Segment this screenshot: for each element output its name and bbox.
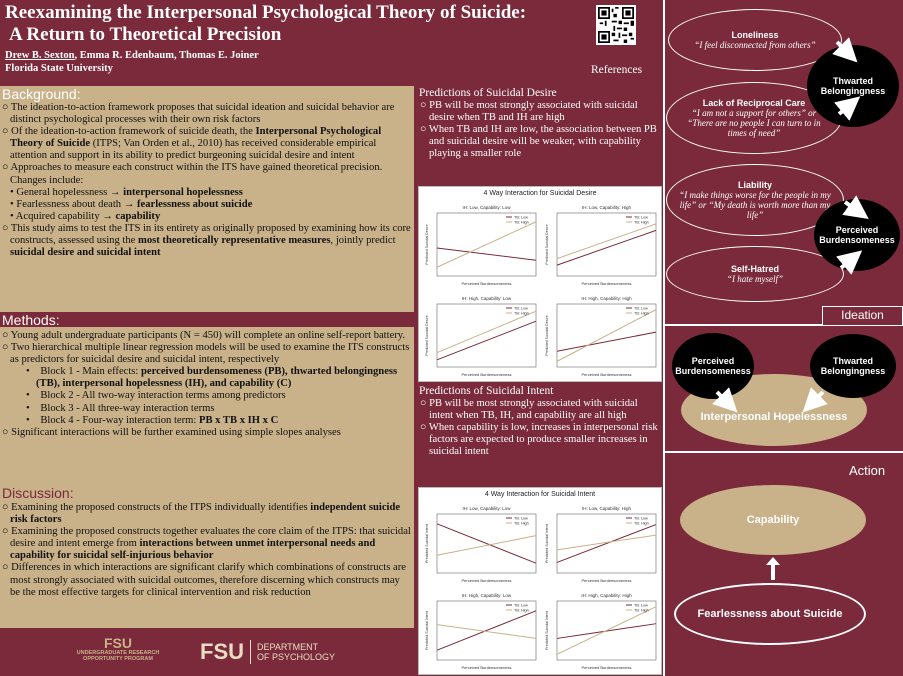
series-line-tb-high: [557, 607, 656, 655]
legend-entry: TB: Low: [514, 516, 528, 521]
panel-ylabel: Predicted Suicidal Intent: [425, 524, 429, 563]
title-line-2: A Return to Theoretical Precision: [9, 24, 282, 45]
background-point-2: ○ Of the ideation-to-action framework of suicide death, the Interpersonal Psychological Theory of Suicide (ITPS; Van Orden et al., 2010) has received considerable empirical attention and support in its ability to predict burgeoning suicidal desire and intent: [2, 126, 382, 162]
pred-desire-point-1: ○ PB will be most strongly associated with suicidal desire when TB and IH are high: [420, 100, 638, 123]
legend-entry: TB: High: [634, 220, 649, 225]
panel-title: IH: Low, Capability: Low: [462, 205, 511, 210]
action-label: Action: [849, 463, 886, 478]
arrow-reciprocal: [839, 104, 851, 114]
methods-point-1: ○ Young adult undergraduate participants (N = 450) will complete an online self-report battery.: [2, 330, 406, 341]
change-2: • Fearlessness about death → fearlessness about suicide: [10, 198, 253, 210]
legend-entry: TB: High: [514, 521, 529, 526]
legend-entry: TB: Low: [634, 306, 648, 311]
thwarted-belongingness-circle: Thwarted Belongingness: [807, 45, 899, 127]
ideation-label: Ideation: [822, 306, 903, 326]
methods-band: [0, 312, 414, 327]
arrow-liability: [845, 202, 859, 212]
panel-ylabel: Predicted Suicidal Desire: [425, 224, 429, 265]
background-heading: Background:: [2, 86, 81, 102]
legend-entry: TB: Low: [514, 306, 528, 311]
change-3: • Acquired capability → capability: [10, 210, 161, 222]
diagram-arrows-top: [663, 0, 903, 320]
self-hatred-quote: “I hate myself”: [727, 274, 783, 284]
legend-entry: TB: High: [514, 311, 529, 316]
chart-intent-title: 4 Way Interaction for Suicidal Intent: [484, 491, 596, 498]
capability-oval: Capability: [680, 485, 866, 555]
ideation-divider: [663, 324, 823, 326]
fearlessness-oval: Fearlessness about Suicide: [674, 583, 866, 645]
panel-xlabel: Perceived Burdensomeness: [461, 578, 512, 583]
interpersonal-hopelessness-oval: Interpersonal Hopelessness: [681, 374, 867, 446]
series-line-tb-low: [557, 525, 656, 563]
dept-psychology-logo: [200, 640, 340, 664]
methods-heading: Methods:: [2, 312, 60, 328]
background-point-3: ○ Approaches to measure each construct within the ITS have gained theoretical precision. Changes include:: [2, 162, 383, 186]
legend-entry: TB: High: [634, 608, 649, 613]
arrow-loneliness: [837, 42, 849, 54]
panel-title: IH: Low, Capability: High: [581, 205, 632, 210]
block-3: • Block 3 - All three-way interaction terms: [26, 402, 215, 414]
chart-desire-title: 4 Way Interaction for Suicidal Desire: [483, 190, 597, 197]
legend-entry: TB: Low: [634, 603, 648, 608]
loneliness-quote: “I feel disconnected from others”: [694, 40, 816, 50]
panel-ylabel: Predicted Suicidal Intent: [545, 611, 549, 650]
background-body: [0, 102, 412, 259]
legend-entry: TB: High: [514, 608, 529, 613]
poster-title: [5, 2, 595, 46]
series-line-tb-high: [437, 536, 536, 556]
arrow-pb-to-ih: [717, 392, 729, 404]
arrow-head: [766, 557, 780, 565]
other-authors: , Emma R. Edenbaum, Thomas E. Joiner: [74, 50, 259, 61]
methods-body: [0, 330, 412, 439]
urop-logo: [68, 636, 168, 662]
panel-ylabel: Predicted Suicidal Desire: [545, 315, 549, 356]
discussion-body: [0, 502, 412, 599]
arrow-tb-to-ih: [811, 392, 823, 404]
panel-ylabel: Predicted Suicidal Desire: [425, 315, 429, 356]
reciprocal-quote: “I am not a support for others” or “There are no people I can turn to in times of need”: [687, 108, 821, 138]
urop-fsu-mark: FSU: [104, 635, 132, 651]
arrow-self-hatred: [841, 258, 853, 268]
panel-xlabel: Perceived Burdensomeness: [581, 665, 632, 670]
diagram-arrows-mid: [663, 380, 903, 420]
predictions-intent: [417, 384, 663, 484]
block-1: • Block 1 - Main effects: perceived burdensomeness (PB), thwarted belongingness (TB), interpersonal hopelessness (IH), and capability (C): [26, 366, 398, 390]
panel-xlabel: Perceived Burdensomeness: [581, 372, 632, 377]
pred-desire-point-2: ○ When TB and IH are low, the association between PB and suicidal desire will be weaker, with capability playing a smaller role: [420, 124, 657, 159]
change-1: • General hopelessness → interpersonal hopelessness: [10, 186, 243, 198]
urop-line-1: UNDERGRADUATE RESEARCH: [76, 650, 160, 656]
thwarted-belongingness-circle-2: Thwarted Belongingness: [810, 334, 896, 398]
series-line-tb-high: [437, 222, 536, 268]
background-point-4: ○ This study aims to test the ITS in its entirety as originally proposed by examining how its core constructs, assessed using the most theoretically representative measures, jointly predict suicidal desire and suicidal intent: [2, 222, 411, 259]
urop-line-2: OPPORTUNITY PROGRAM: [83, 656, 153, 662]
panel-title: IH: High, Capability: Low: [461, 296, 512, 301]
panel-xlabel: Perceived Burdensomeness: [581, 578, 632, 583]
reciprocal-heading: Lack of Reciprocal Care: [702, 98, 806, 108]
discussion-point-3: ○ Differences in which interactions are significant clarify which combinations of constructs are most strongly associated with suicidal outcomes, therefore discerning which constructs may be the most effective targets for clinical intervention and risk reduction: [2, 562, 406, 598]
chart-intent: [418, 487, 662, 675]
predictions-desire: [417, 86, 663, 184]
series-line-tb-low: [437, 248, 536, 260]
legend-entry: TB: Low: [634, 215, 648, 220]
legend-entry: TB: Low: [634, 516, 648, 521]
pred-intent-point-2: ○ When capability is low, increases in interpersonal risk factors are expected to produce smaller increases in suicidal intent: [420, 422, 658, 457]
liability-quote: “I make things worse for the people in my life” or “My death is worth more than my life”: [679, 190, 831, 220]
background-point-1: ○ The ideation-to-action framework proposes that suicidal ideation and suicidal behavior are distinct psychological processes with their own risk factors: [2, 102, 395, 126]
panel-title: IH: High, Capability: Low: [461, 593, 512, 598]
panel-title: IH: High, Capability: High: [581, 296, 632, 301]
discussion-point-2: ○ Examining the proposed constructs together evaluates the core claim of the ITPS: that suicidal desire and intent emerge from interactions between unmet interpersonal needs and capability for suicidal self-injurious behavior: [2, 526, 411, 562]
fsu-mark: FSU: [200, 639, 244, 664]
methods-point-3: ○ Significant interactions will be further examined using simple slopes analyses: [2, 426, 341, 438]
series-line-tb-high: [437, 625, 536, 639]
logo-divider: [250, 640, 251, 664]
panel-ylabel: Predicted Suicidal Intent: [425, 611, 429, 650]
qr-code-icon[interactable]: [596, 5, 636, 45]
panel-title: IH: Low, Capability: Low: [462, 506, 511, 511]
panel-xlabel: Perceived Burdensomeness: [461, 665, 512, 670]
discussion-heading: Discussion:: [2, 485, 74, 501]
title-line-1: Reexamining the Interpersonal Psychological Theory of Suicide:: [5, 2, 527, 23]
panel-xlabel: Perceived Burdensomeness: [461, 372, 512, 377]
authors: [5, 49, 259, 62]
panel-xlabel: Perceived Burdensomeness: [461, 281, 512, 286]
series-line-tb-high: [437, 311, 536, 353]
legend-entry: TB: High: [634, 521, 649, 526]
series-line-tb-low: [557, 230, 656, 265]
action-divider: [663, 451, 903, 453]
pred-intent-point-1: ○ PB will be most strongly associated with suicidal intent when TB, IH, and capability are all high: [420, 398, 638, 421]
panel-ylabel: Predicted Suicidal Intent: [545, 524, 549, 563]
chart-intent-svg: [419, 488, 663, 676]
pred-intent-heading: Predictions of Suicidal Intent: [419, 385, 554, 397]
chart-desire: [418, 186, 662, 382]
liability-heading: Liability: [737, 180, 772, 190]
chart-desire-svg: [419, 187, 663, 383]
dept-line-1: DEPARTMENT: [257, 642, 319, 652]
methods-point-2: ○ Two hierarchical multiple linear regression models will be used to examine the ITS constructs as predictors for suicidal desire and suicidal intent, respectively: [2, 342, 410, 366]
panel-ylabel: Predicted Suicidal Desire: [545, 224, 549, 265]
pred-desire-heading: Predictions of Suicidal Desire: [419, 87, 557, 99]
references-label[interactable]: References: [591, 64, 643, 76]
panel-xlabel: Perceived Burdensomeness: [581, 281, 632, 286]
block-2: • Block 2 - All two-way interaction terms among predictors: [26, 390, 286, 402]
discussion-point-1: ○ Examining the proposed constructs of the ITPS individually identifies independent suicide risk factors: [2, 502, 401, 526]
panel-title: IH: High, Capability: High: [581, 593, 632, 598]
series-line-tb-low: [557, 624, 656, 639]
dept-line-2: OF PSYCHOLOGY: [257, 652, 336, 662]
series-line-tb-high: [557, 535, 656, 550]
legend-entry: TB: High: [634, 311, 649, 316]
self-hatred-heading: Self-Hatred: [730, 264, 779, 274]
legend-entry: TB: Low: [514, 603, 528, 608]
legend-entry: TB: High: [514, 220, 529, 225]
series-line-tb-low: [437, 321, 536, 360]
perceived-burdensomeness-circle: Perceived Burdensomeness: [814, 199, 900, 271]
arrow-fearlessness-to-capability: [763, 556, 783, 582]
perceived-burdensomeness-circle-2: Perceived Burdensomeness: [672, 333, 754, 399]
block-4: • Block 4 - Four-way interaction term: PB x TB x IH x C: [26, 414, 279, 426]
loneliness-heading: Loneliness: [731, 30, 779, 40]
affiliation: Florida State University: [5, 63, 113, 74]
panel-title: IH: Low, Capability: High: [581, 506, 632, 511]
legend-entry: TB: Low: [514, 215, 528, 220]
series-line-tb-high: [557, 224, 656, 259]
first-author: Drew B. Sexton: [5, 50, 75, 61]
